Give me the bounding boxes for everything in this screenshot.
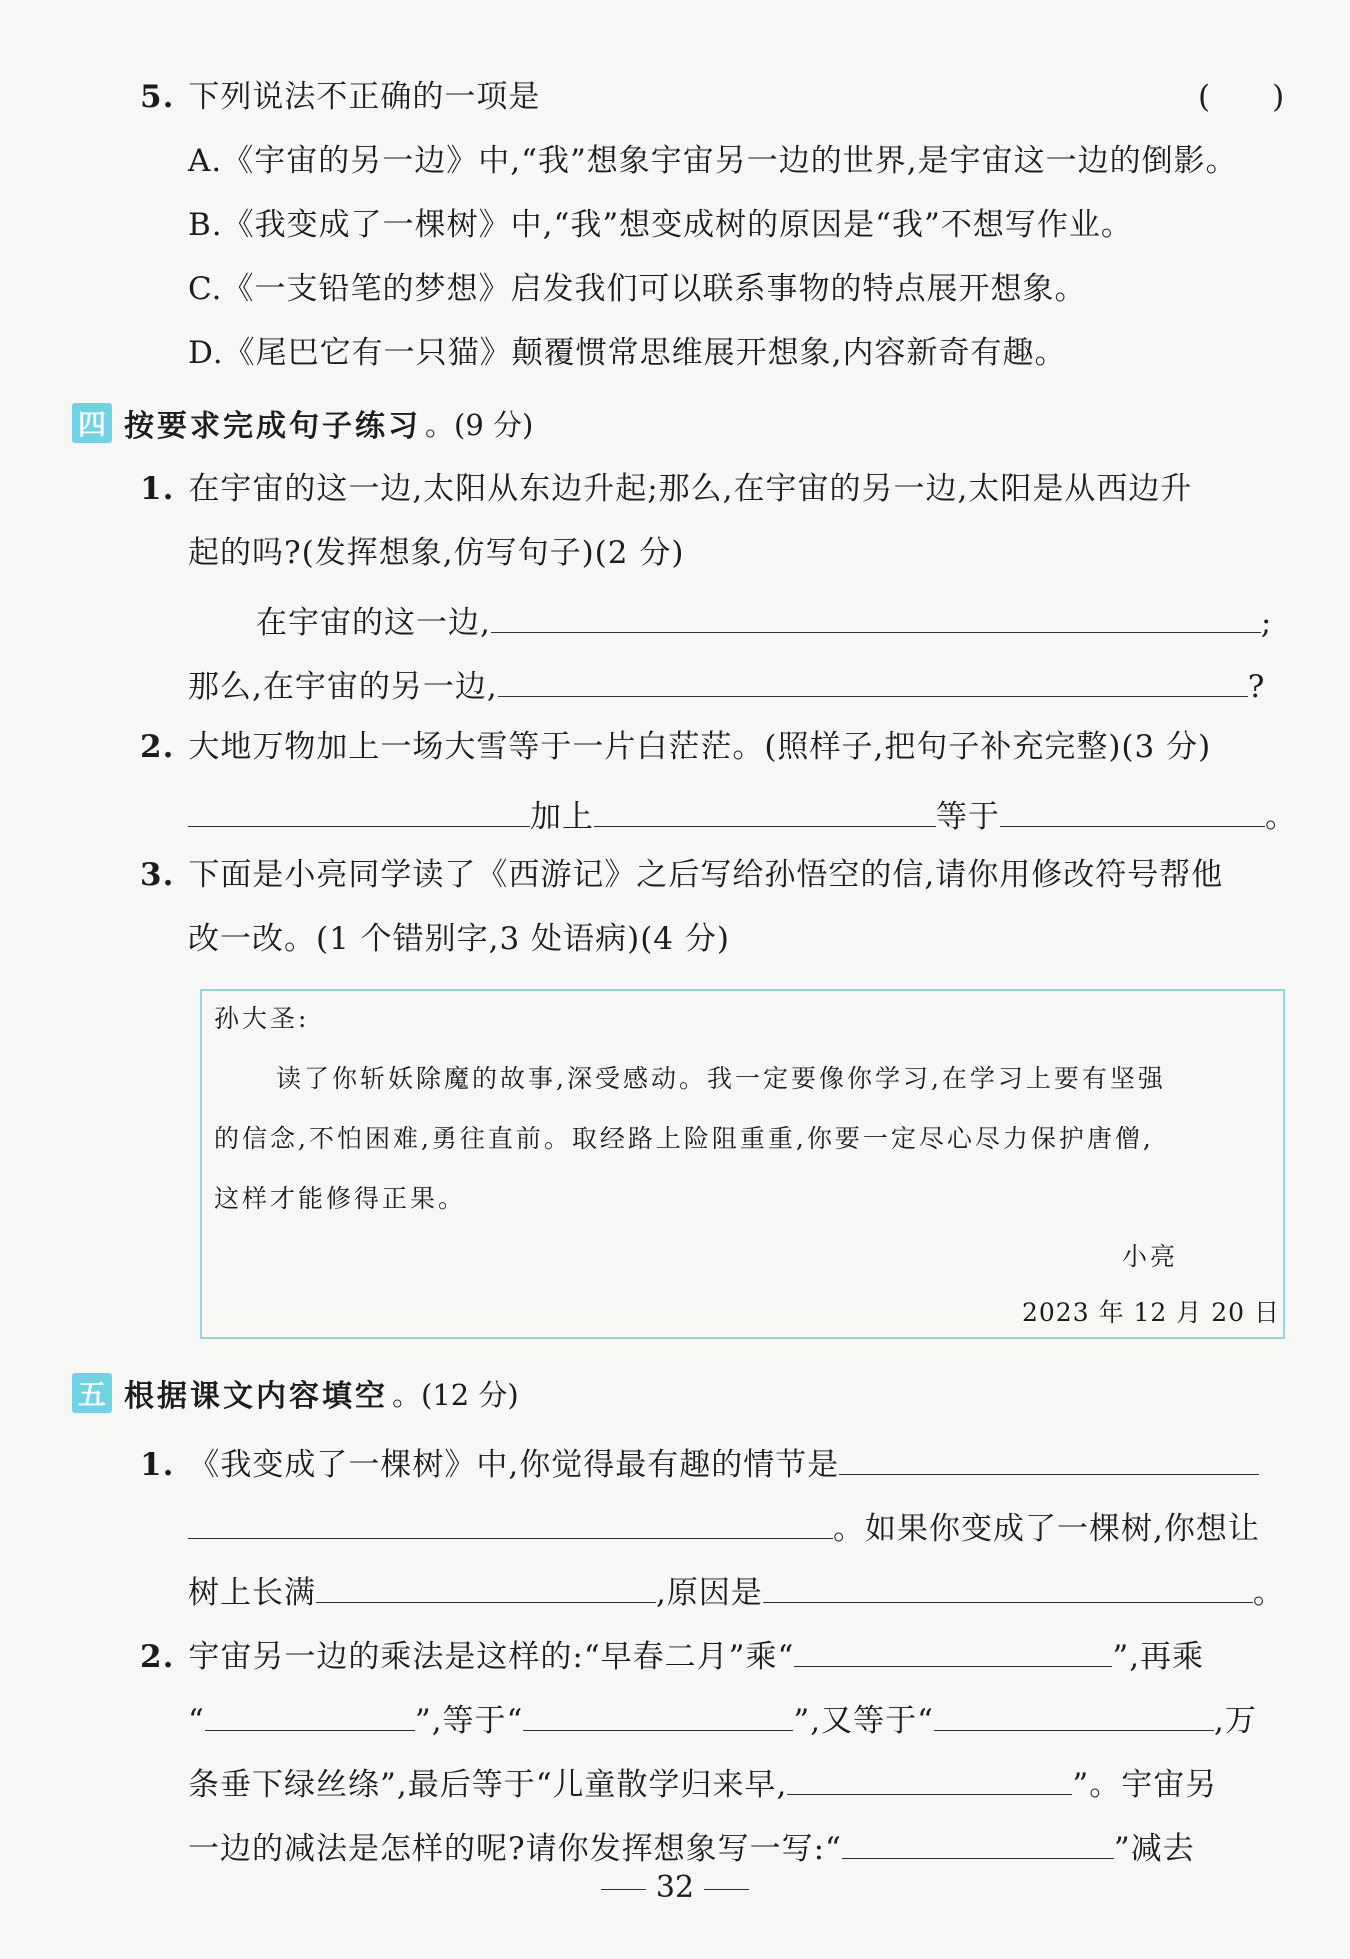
s4-q2-blank1[interactable] (188, 790, 530, 827)
s5-q2-line3-suffix: ”。宇宙另 (1072, 1767, 1218, 1803)
page-number-dash-right (704, 1889, 749, 1890)
s5-q2-line2-b: ”,等于“ (414, 1703, 524, 1739)
s4-q1-blank1[interactable] (491, 596, 1261, 633)
s4-q3-line1 (140, 852, 1223, 898)
s5-q1-blank1[interactable] (839, 1438, 1259, 1475)
section5-title: 根据课文内容填空 (124, 1379, 388, 1414)
q5-option-d: D.《尾巴它有一只猫》颠覆惯常思维展开想象,内容新奇有趣。 (188, 335, 1067, 371)
s5-q1-line2-text: 。如果你变成了一棵树,你想让 (833, 1511, 1260, 1547)
q5-option-a: A.《宇宙的另一边》中,“我”想象宇宙另一边的世界,是宇宙这一边的倒影。 (188, 143, 1238, 179)
s4-q2-number: 2. (140, 729, 175, 765)
section5-badge: 五 (72, 1373, 112, 1413)
s4-q1-fill1-prefix: 在宇宙的这一边, (256, 605, 491, 641)
s5-q1-line3-end: 。 (1252, 1575, 1285, 1611)
letter-box (200, 989, 1285, 1339)
s5-q2-blank5[interactable] (787, 1758, 1072, 1795)
s5-q2-line3 (188, 1758, 1217, 1808)
s4-q1-line1 (140, 466, 1192, 512)
q5-stem (140, 74, 540, 120)
s5-q2-line2-d: ,万 (1213, 1703, 1257, 1739)
s5-q1-line3 (188, 1566, 1285, 1616)
section4-badge: 四 (72, 403, 112, 443)
q5-option-c: C.《一支铅笔的梦想》启发我们可以联系事物的特点展开想象。 (188, 271, 1087, 307)
s4-q1-fill1 (256, 596, 1272, 646)
s5-q1-line1 (140, 1438, 1259, 1488)
s4-q2-end: 。 (1265, 799, 1297, 835)
s4-q1-text: 在宇宙的这一边,太阳从东边升起;那么,在宇宙的另一边,太阳是从西边升 (188, 471, 1193, 507)
s4-q1-fill2-prefix: 那么,在宇宙的另一边, (188, 669, 498, 705)
s5-q2-line1 (140, 1630, 1204, 1680)
letter-body-line2: 的信念,不怕困难,勇往直前。取经路上险阻重重,你要一定尽心尽力保护唐僧, (214, 1124, 1154, 1153)
s4-q2-blank3[interactable] (1000, 790, 1265, 827)
s4-q3-number: 3. (140, 857, 175, 893)
letter-greeting: 孙大圣: (214, 1004, 310, 1033)
s5-q2-blank2[interactable] (205, 1694, 415, 1731)
s5-q2-blank1[interactable] (794, 1630, 1112, 1667)
section4-header (72, 398, 533, 448)
s4-q1-fill2 (188, 660, 1265, 710)
letter-body-line1: 读了你斩妖除魔的故事,深受感动。我一定要像你学习,在学习上要有坚强 (276, 1064, 1166, 1093)
q5-answer-paren[interactable]: ( ) (1198, 79, 1285, 115)
q5-number: 5. (140, 79, 175, 115)
section4-score: 。(9 分) (425, 407, 534, 442)
s5-q1-line3-mid: ,原因是 (656, 1575, 763, 1611)
s5-q2-line2-a: “ (188, 1703, 205, 1739)
s5-q1-number: 1. (140, 1447, 175, 1483)
s4-q1-blank2[interactable] (498, 660, 1248, 697)
s5-q2-blank3[interactable] (523, 1694, 793, 1731)
s4-q2-plus: 加上 (530, 799, 594, 835)
s4-q3-line2: 改一改。(1 个错别字,3 处语病)(4 分) (188, 921, 730, 957)
section4-title: 按要求完成句子练习 (124, 409, 421, 444)
s4-q1-fill2-end: ? (1247, 669, 1266, 705)
s5-q1-blank2[interactable] (188, 1502, 833, 1539)
s4-q2-line1 (140, 724, 1211, 770)
s5-q1-blank4[interactable] (763, 1566, 1253, 1603)
s4-q2-equals: 等于 (936, 799, 1000, 835)
s5-q1-line2 (188, 1502, 1260, 1552)
s5-q2-line1-prefix: 宇宙另一边的乘法是这样的:“早春二月”乘“ (188, 1639, 795, 1675)
s5-q2-line4-suffix: ”减去 (1113, 1831, 1195, 1867)
s5-q1-line3-prefix: 树上长满 (188, 1575, 316, 1611)
page-number-dash-left (601, 1889, 646, 1890)
s4-q1-number: 1. (140, 471, 175, 507)
letter-date: 2023 年 12 月 20 日 (1022, 1298, 1280, 1327)
letter-signature: 小亮 (1122, 1242, 1179, 1271)
s4-q1-line2: 起的吗?(发挥想象,仿写句子)(2 分) (188, 535, 685, 571)
s4-q2-blank2[interactable] (594, 790, 936, 827)
q5-stem-text: 下列说法不正确的一项是 (188, 79, 541, 115)
page-number (0, 1870, 1350, 1905)
s5-q2-line4 (188, 1822, 1195, 1872)
letter-body-line3: 这样才能修得正果。 (214, 1184, 467, 1213)
s5-q2-line3-prefix: 条垂下绿丝绦”,最后等于“儿童散学归来早, (188, 1767, 788, 1803)
s5-q2-line4-prefix: 一边的减法是怎样的呢?请你发挥想象写一写:“ (188, 1831, 842, 1867)
page-number-text: 32 (655, 1870, 695, 1905)
s5-q1-blank3[interactable] (316, 1566, 656, 1603)
s5-q2-line2-c: ”,又等于“ (793, 1703, 934, 1739)
s5-q2-blank6[interactable] (842, 1822, 1114, 1859)
s5-q2-blank4[interactable] (934, 1694, 1214, 1731)
s4-q1-fill1-end: ; (1260, 605, 1273, 641)
s5-q1-text: 《我变成了一棵树》中,你觉得最有趣的情节是 (188, 1447, 840, 1483)
section5-header (72, 1368, 519, 1418)
section5-score: 。(12 分) (392, 1377, 519, 1412)
q5-option-b: B.《我变成了一棵树》中,“我”想变成树的原因是“我”不想写作业。 (188, 207, 1133, 243)
s4-q2-fill (188, 790, 1297, 840)
s4-q3-text: 下面是小亮同学读了《西游记》之后写给孙悟空的信,请你用修改符号帮他 (188, 857, 1224, 893)
s4-q2-text: 大地万物加上一场大雪等于一片白茫茫。(照样子,把句子补充完整)(3 分) (188, 729, 1212, 765)
s5-q2-line2 (188, 1694, 1257, 1744)
s5-q2-number: 2. (140, 1639, 175, 1675)
s5-q2-line1-suffix: ”,再乘 (1112, 1639, 1205, 1675)
